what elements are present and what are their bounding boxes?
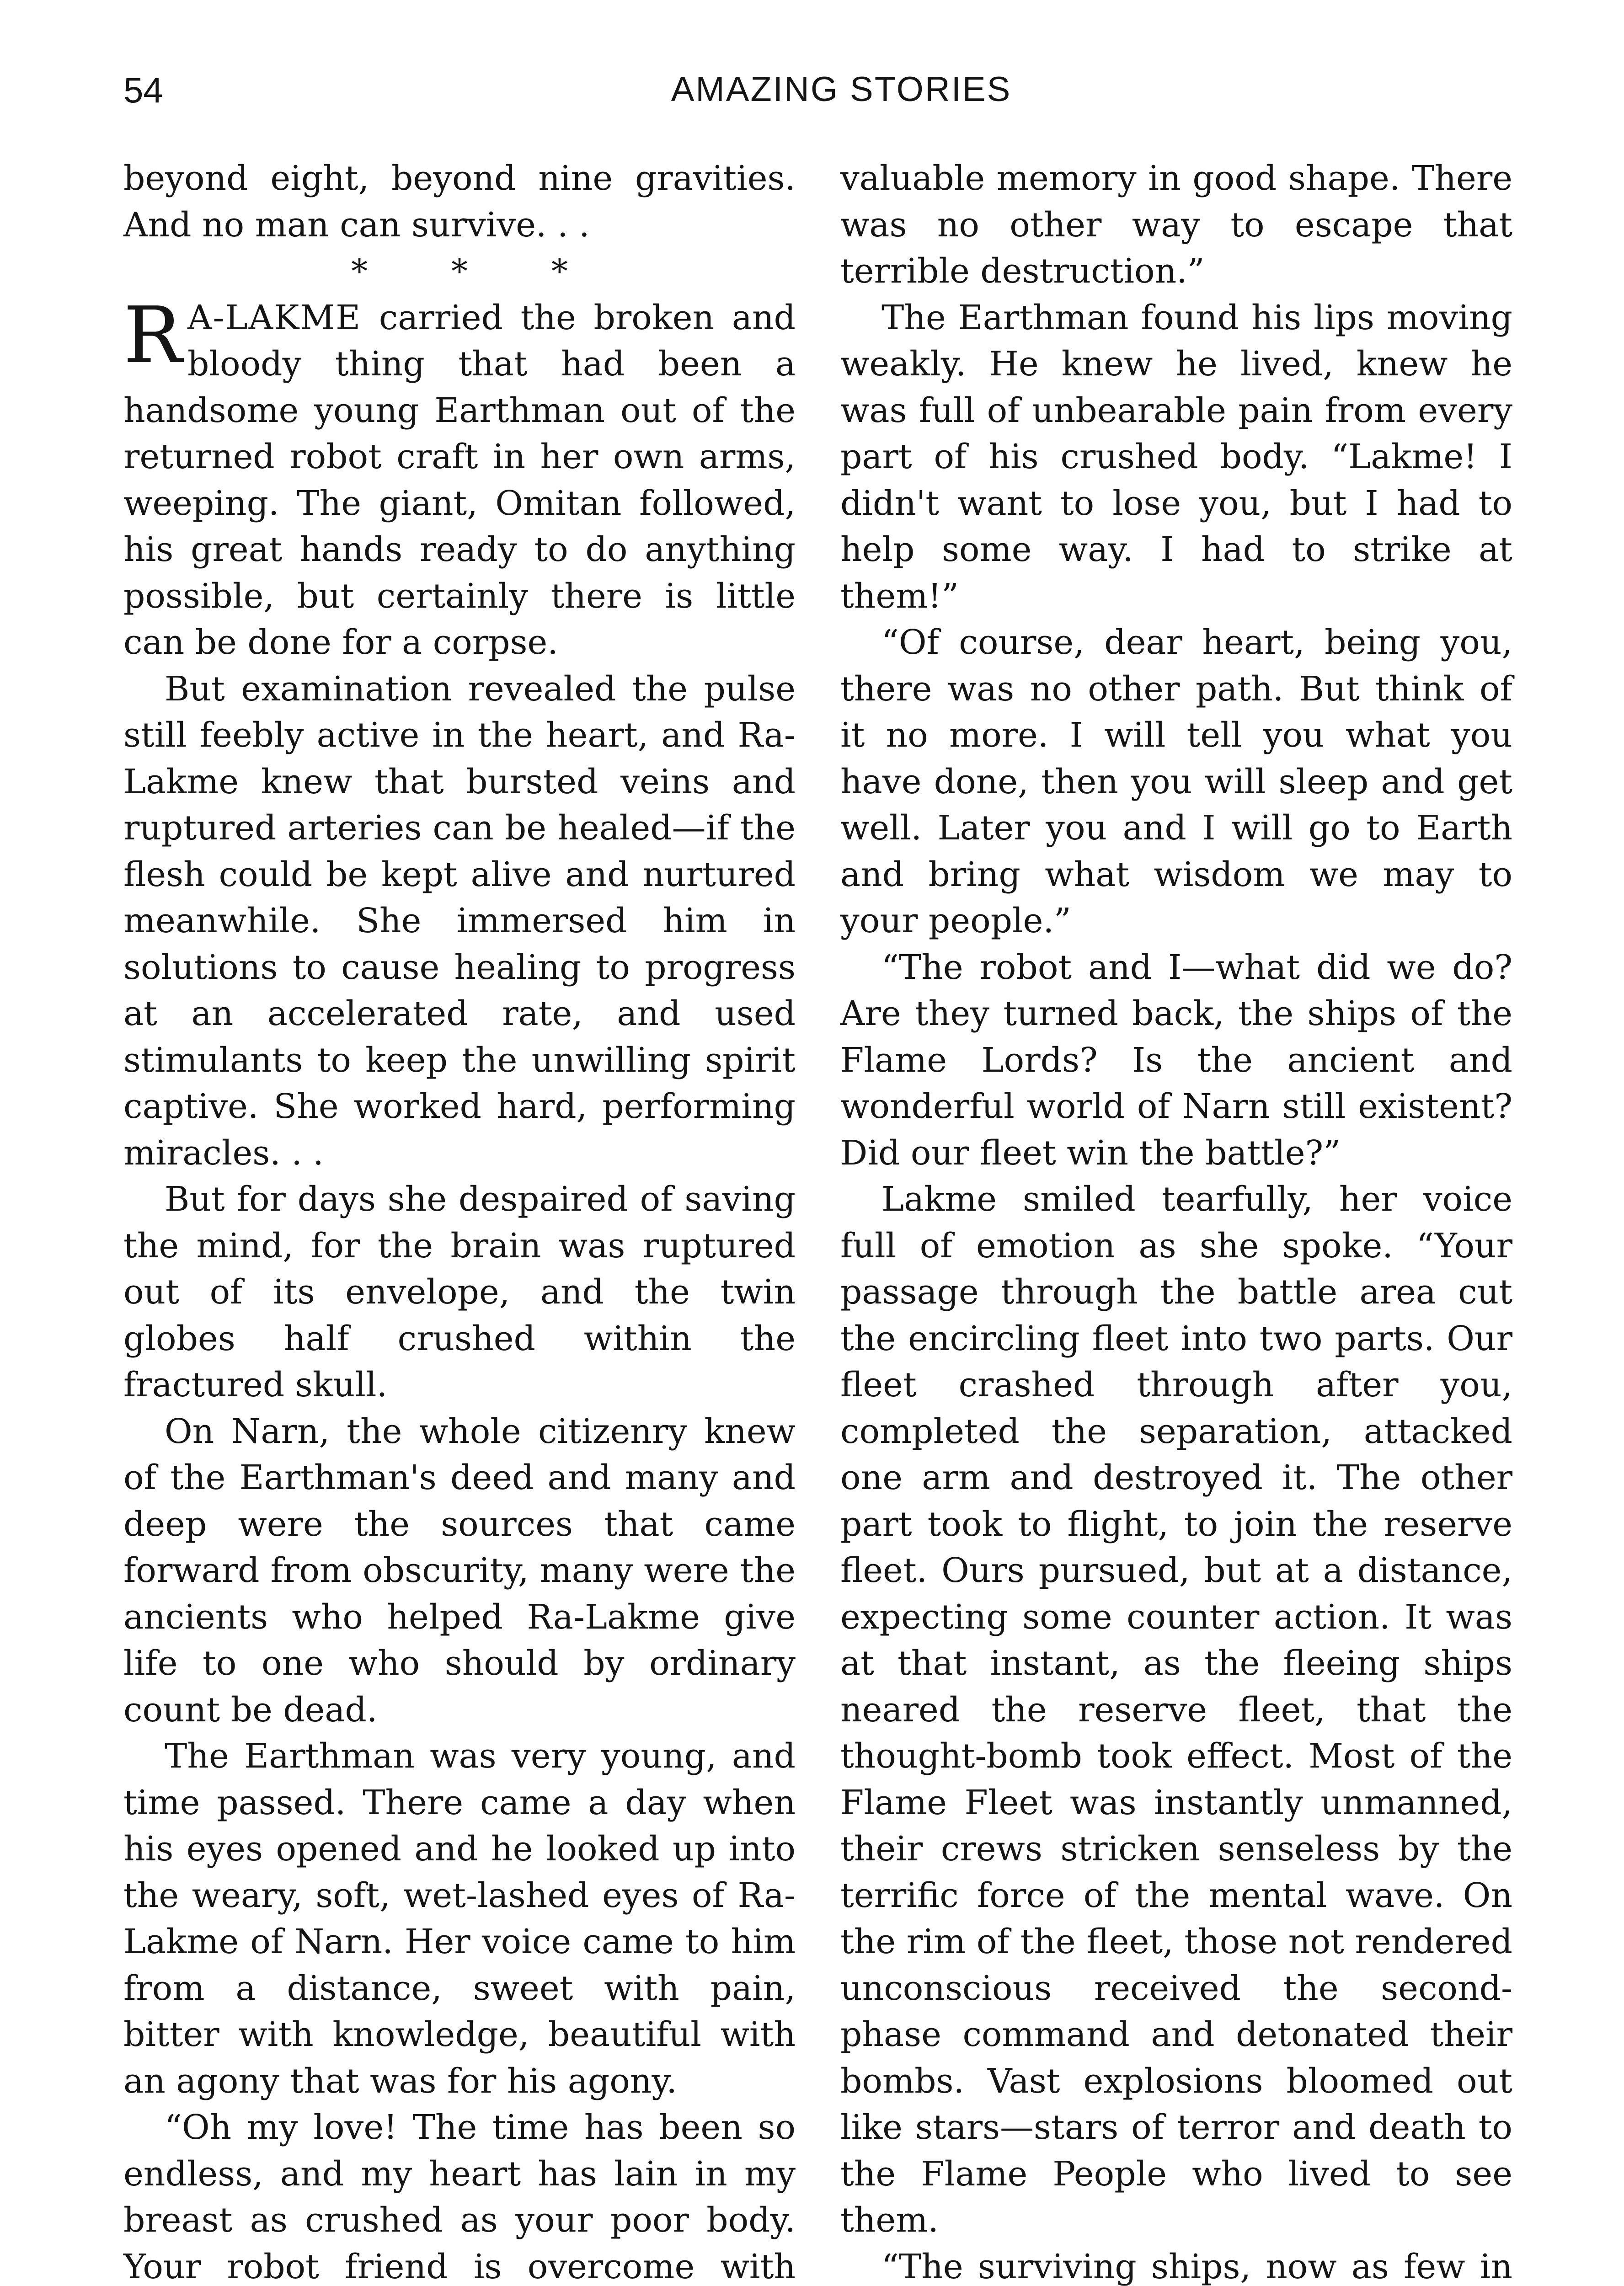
continuation-paragraph: beyond eight, beyond nine gravities. And no man can survive. . . [123, 159, 796, 245]
opening-paragraph [123, 290, 796, 666]
paragraph: The Earthman found his lips moving weakly. He knew he lived, knew he was full of unbearable pain from every part of his crushed body. “Lakme! I didn't want to lose you, but I had to help some way. I had to strike at them!” [840, 298, 1512, 616]
running-title: AMAZING STORIES [671, 70, 1012, 109]
paragraph: The Earthman was very young, and time passed. There came a day when his eyes opened and he looked up into the weary, soft, wet-lashed eyes of Ra-Lakme of Narn. Her voice came to him from a distance, sweet with pain, bitter with knowledge, beautiful with an agony that was for his agony. [123, 1736, 796, 2101]
opening-text: carried the broken and bloody thing that had been a handsome young Earthman out of the returned robot craft in her own arms, weeping. The giant, Omitan followed, his great hands ready to do anything possible, but certainly there is little can be done for a corpse. [123, 298, 796, 662]
continuation-paragraph: valuable memory in good shape. There was no other way to escape that terrible destruction.” [840, 159, 1512, 291]
paragraph: But for days she despaired of saving the mind, for the brain was ruptured out of its envelope, and the twin globes half crushed within the fractured skull. [123, 1180, 796, 1405]
paragraph: Lakme smiled tearfully, her voice full of emotion as she spoke. “Your passage through the battle area cut the encircling fleet into two parts. Our fleet crashed through after you, completed the separation, attacked one arm and destroyed it. The other part took to flight, to join the reserve fleet. Ours pursued, but at a distance, expecting some counter action. It was at that instant, as the fleeing ships neared the reserve fleet, that the thought-bomb took effect. Most of the Flame Fleet was instantly unmanned, their crews stricken senseless by the terrific force of the mental wave. On the rim of the fleet, those not rendered unconscious received the second-phase command and detonated their bombs. Vast explosions bloomed out like stars—stars of terror and death to the Flame People who lived to see them. [840, 1180, 1512, 2240]
drop-cap: R [123, 290, 182, 381]
lead-word: A-LAKME [187, 298, 362, 337]
paragraph: “The surviving ships, now as few in [881, 2247, 1512, 2286]
paragraph: “Oh my love! The time has been so endless, and my heart has lain in my breast as crushed as your poor body. Your robot friend is overcome with [123, 2108, 796, 2286]
paragraph: But examination revealed the pulse still feebly active in the heart, and Ra-Lakme knew that bursted veins and ruptured arteries can be healed—if the flesh could be kept alive and nurtured meanwhile. She immersed him in solutions to cause healing to progress at an accelerated rate, and used stimulants to keep the unwilling spirit captive. She worked hard, performing miracles. . . [123, 669, 796, 1173]
paragraph: “The robot and I—what did we do? Are they turned back, the ships of the Flame Lords? Is the ancient and wonderful world of Narn still existent? Did our fleet win the battle?” [840, 947, 1512, 1173]
section-break: * * * [351, 252, 604, 290]
paragraph: “Of course, dear heart, being you, there was no other path. But think of it no more. I will tell you what you have done, then you will sleep and get well. Later you and I will go to Earth and bring what wisdom we may to your people.” [840, 623, 1512, 940]
right-column [840, 155, 1512, 2286]
left-column [123, 155, 796, 2286]
page-number: 54 [123, 70, 163, 110]
paragraph: On Narn, the whole citizenry knew of the Earthman's deed and many and deep were the sources that came forward from obscurity, many were the ancients who helped Ra-Lakme give life to one who should by ordinary count be dead. [123, 1411, 796, 1730]
